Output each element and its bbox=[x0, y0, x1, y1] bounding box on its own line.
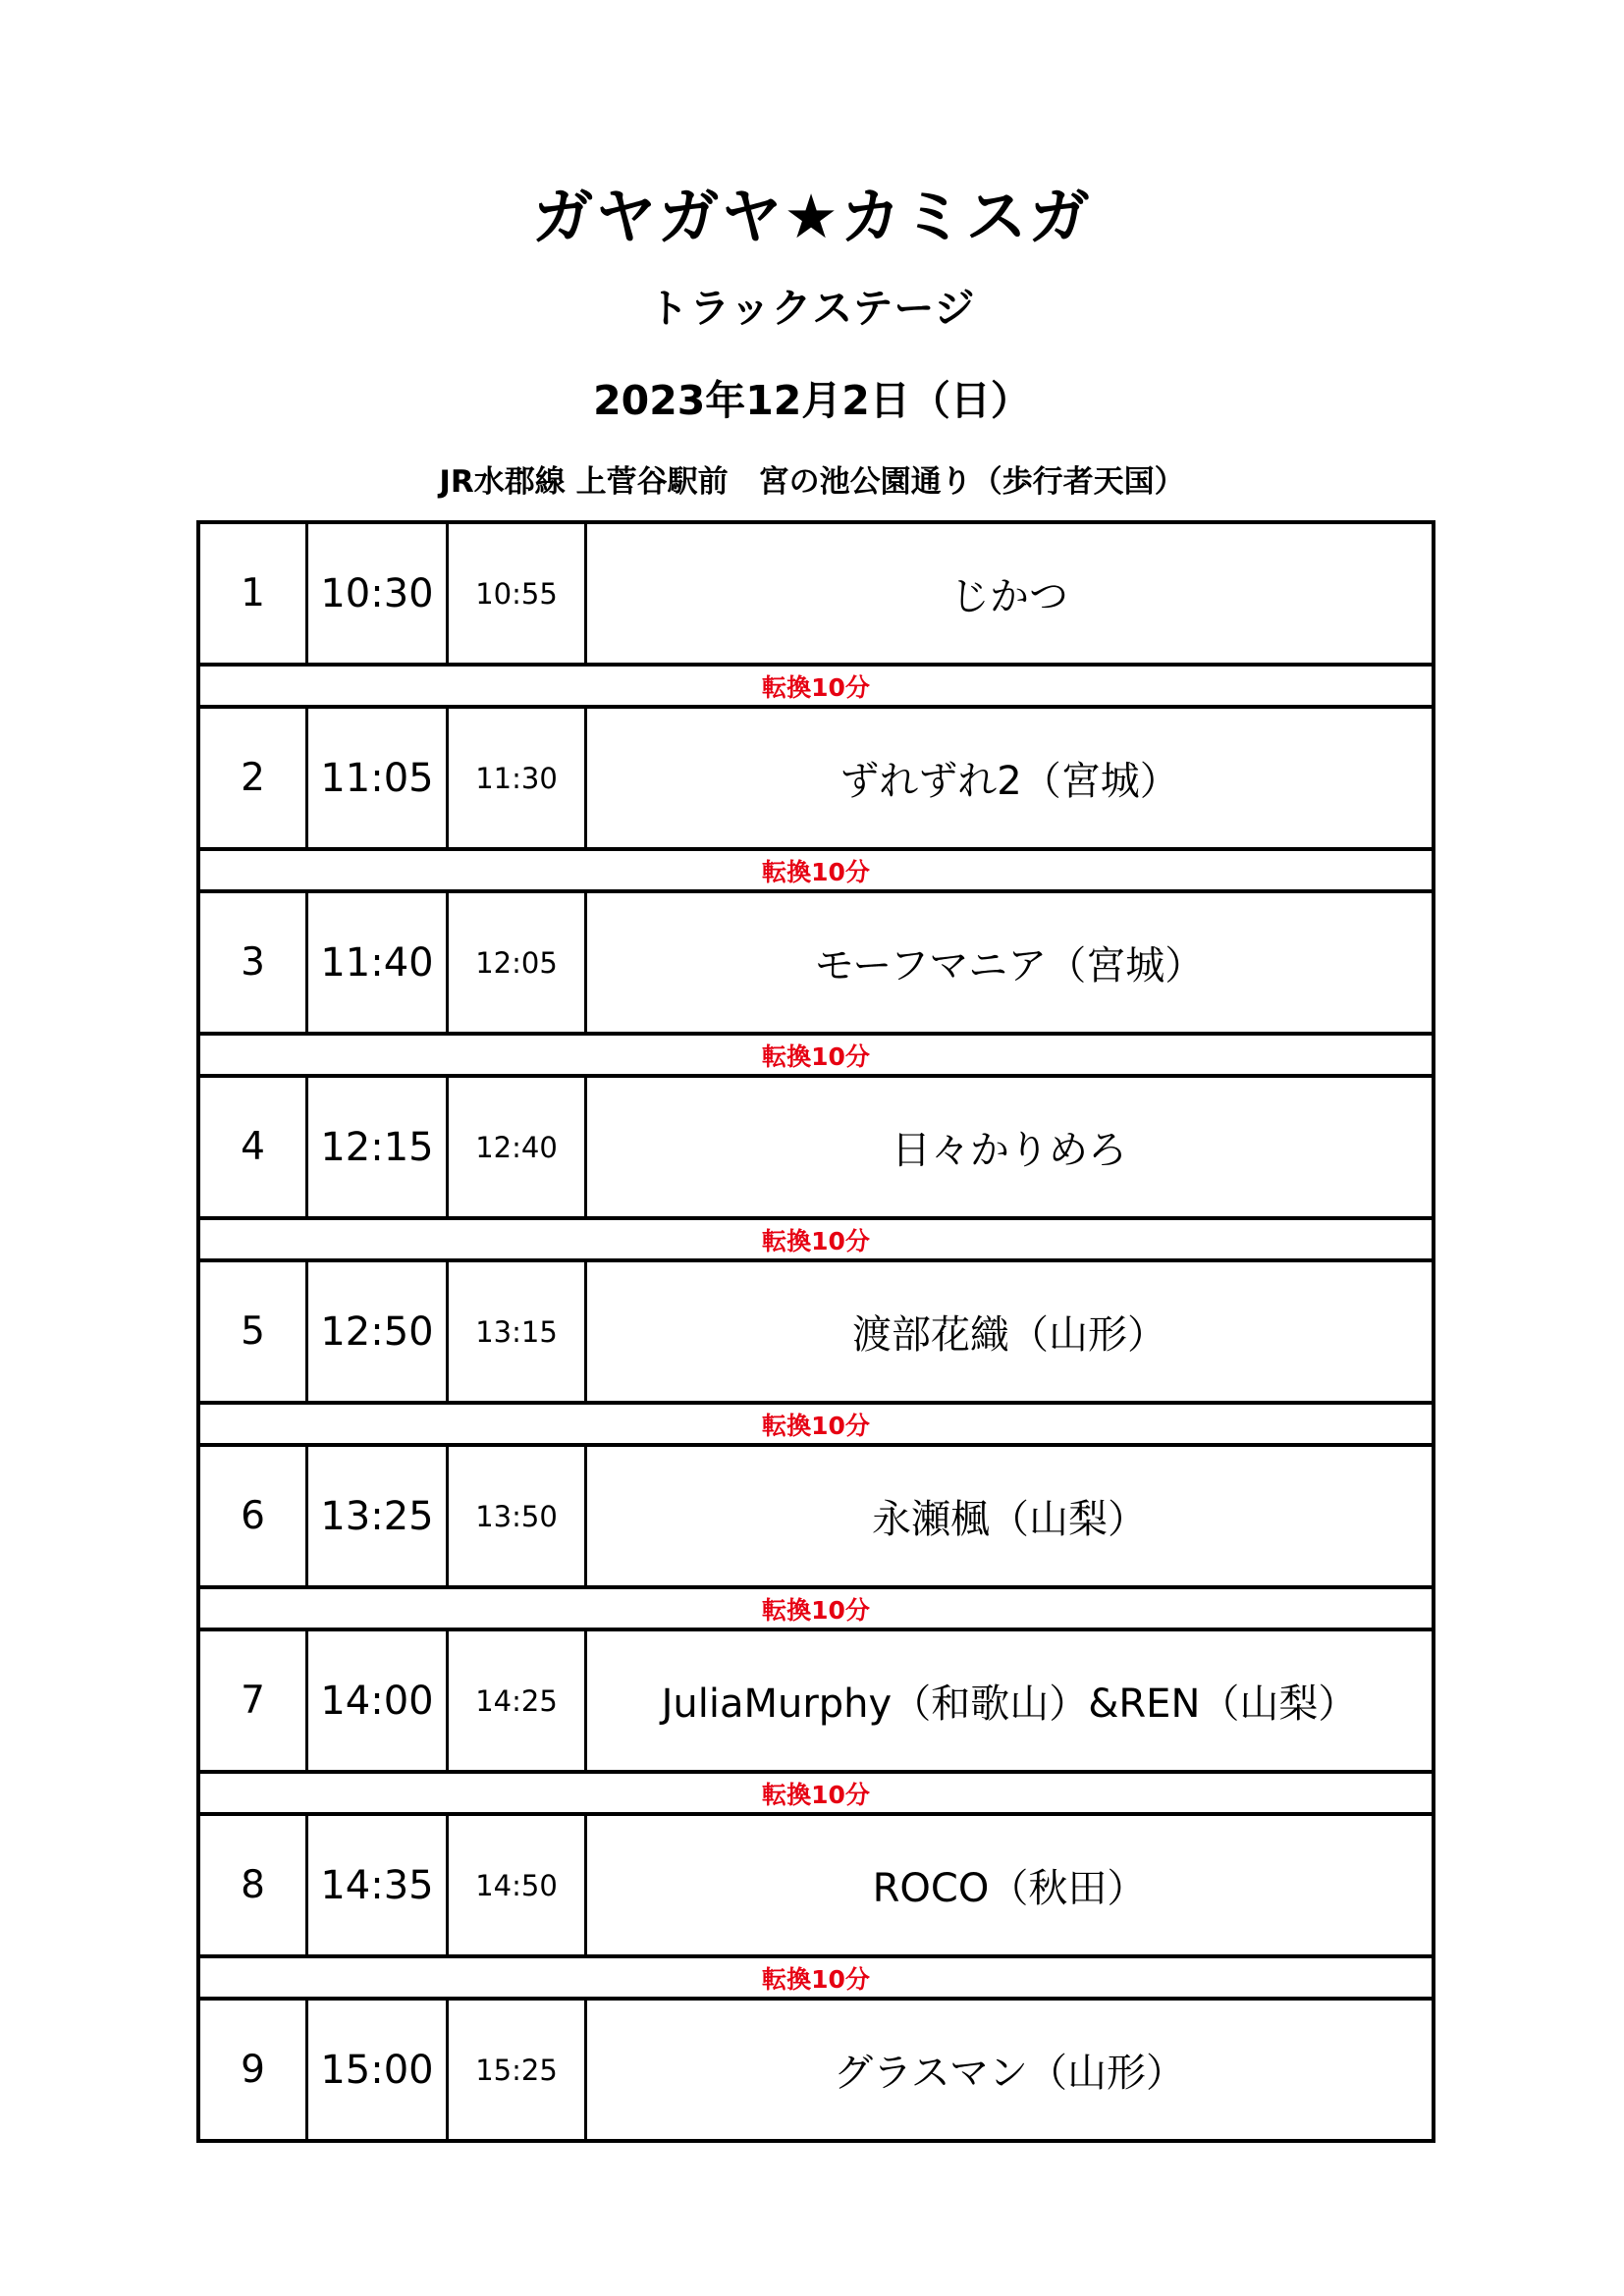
changeover-row: 転換10分 bbox=[200, 1585, 1432, 1631]
end-time: 12:40 bbox=[449, 1078, 587, 1216]
slot-number: 5 bbox=[200, 1262, 308, 1401]
stage-name: トラックステージ bbox=[648, 285, 976, 332]
venue-location: JR水郡線 上菅谷駅前 宮の池公園通り（歩行者天国） bbox=[439, 464, 1185, 500]
event-date: 2023年12月2日（日） bbox=[593, 377, 1031, 424]
performer-name: ROCO（秋田） bbox=[872, 1866, 1147, 1911]
schedule-row bbox=[200, 2001, 1432, 2139]
performer-name: グラスマン（山形） bbox=[834, 2051, 1185, 2096]
changeover-row: 転換10分 bbox=[200, 847, 1432, 893]
performer-name: じかつ bbox=[950, 574, 1068, 619]
slot-number: 8 bbox=[200, 1816, 308, 1954]
start-time: 10:30 bbox=[308, 524, 449, 663]
end-time: 14:50 bbox=[449, 1816, 587, 1954]
start-time: 11:40 bbox=[308, 893, 449, 1032]
slot-number: 1 bbox=[200, 524, 308, 663]
end-time: 15:25 bbox=[449, 2001, 587, 2139]
start-time: 11:05 bbox=[308, 709, 449, 847]
schedule-table bbox=[196, 520, 1435, 2143]
end-time: 13:50 bbox=[449, 1447, 587, 1585]
changeover-row: 転換10分 bbox=[200, 663, 1432, 709]
start-time: 12:15 bbox=[308, 1078, 449, 1216]
performer-name: 渡部花織（山形） bbox=[852, 1312, 1166, 1358]
performer-name: モーフマニア（宮城） bbox=[814, 943, 1205, 988]
slot-number: 4 bbox=[200, 1078, 308, 1216]
end-time: 14:25 bbox=[449, 1631, 587, 1770]
schedule-row bbox=[200, 1078, 1432, 1216]
slot-number: 6 bbox=[200, 1447, 308, 1585]
schedule-row bbox=[200, 893, 1432, 1032]
end-time: 10:55 bbox=[449, 524, 587, 663]
changeover-row: 転換10分 bbox=[200, 1770, 1432, 1816]
schedule-row bbox=[200, 1262, 1432, 1401]
performer-name: 永瀬楓（山梨） bbox=[872, 1497, 1147, 1542]
changeover-row: 転換10分 bbox=[200, 1032, 1432, 1078]
changeover-row: 転換10分 bbox=[200, 1954, 1432, 2001]
start-time: 13:25 bbox=[308, 1447, 449, 1585]
performer-name: ずれずれ2（宮城） bbox=[839, 759, 1179, 804]
slot-number: 7 bbox=[200, 1631, 308, 1770]
schedule-row bbox=[200, 709, 1432, 847]
page-title: ガヤガヤ★カミスガ bbox=[532, 181, 1092, 252]
end-time: 11:30 bbox=[449, 709, 587, 847]
start-time: 14:35 bbox=[308, 1816, 449, 1954]
start-time: 15:00 bbox=[308, 2001, 449, 2139]
performer-name: 日々かりめろ bbox=[892, 1128, 1127, 1173]
start-time: 14:00 bbox=[308, 1631, 449, 1770]
slot-number: 3 bbox=[200, 893, 308, 1032]
slot-number: 9 bbox=[200, 2001, 308, 2139]
start-time: 12:50 bbox=[308, 1262, 449, 1401]
schedule-row bbox=[200, 1447, 1432, 1585]
schedule-row bbox=[200, 524, 1432, 663]
performer-name: JuliaMurphy（和歌山）&REN（山梨） bbox=[661, 1682, 1358, 1727]
end-time: 12:05 bbox=[449, 893, 587, 1032]
slot-number: 2 bbox=[200, 709, 308, 847]
changeover-row: 転換10分 bbox=[200, 1401, 1432, 1447]
changeover-row: 転換10分 bbox=[200, 1216, 1432, 1262]
end-time: 13:15 bbox=[449, 1262, 587, 1401]
schedule-row bbox=[200, 1631, 1432, 1770]
schedule-row bbox=[200, 1816, 1432, 1954]
